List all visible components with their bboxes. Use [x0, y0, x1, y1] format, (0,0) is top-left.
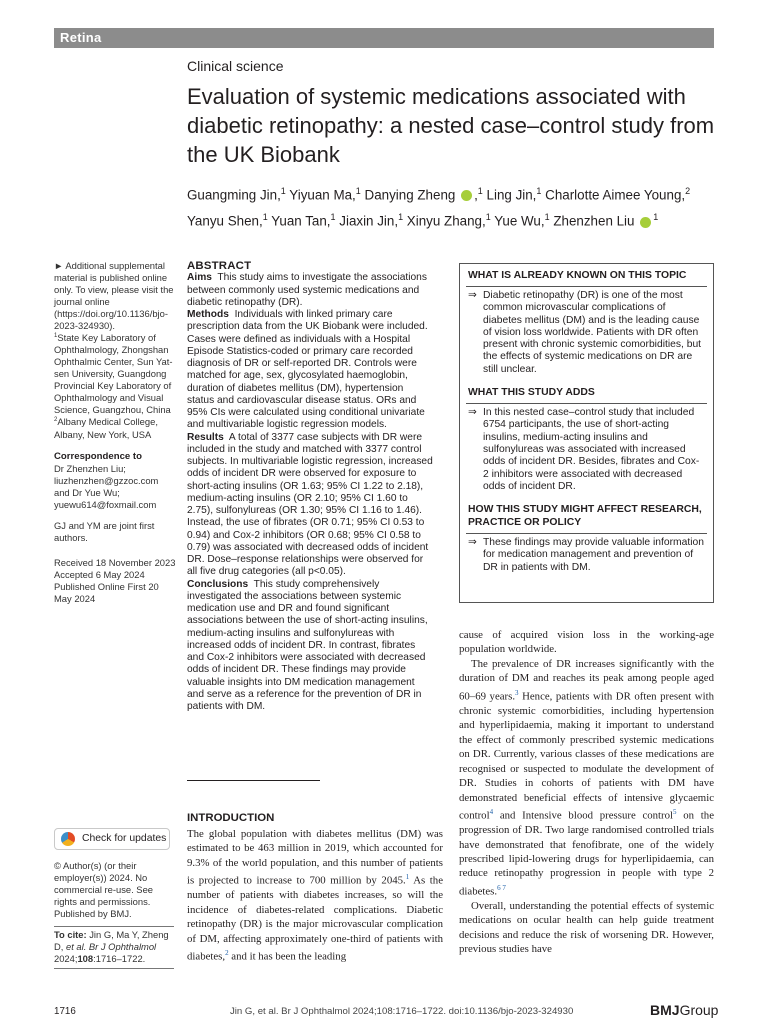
author-affiliation: 1: [544, 212, 550, 223]
author-name[interactable]: Yuan Tan,: [267, 213, 331, 229]
abstract-aims: [187, 272, 433, 309]
known-heading: WHAT IS ALREADY KNOWN ON THIS TOPIC: [468, 270, 687, 281]
author-name[interactable]: Xinyu Zhang,: [403, 213, 486, 229]
reference-link[interactable]: 2: [225, 949, 229, 958]
author-name[interactable]: Charlotte Aimee Young,: [541, 187, 686, 203]
author-affiliation: 1: [398, 212, 404, 223]
to-cite-heading: To cite:: [54, 929, 87, 940]
known-item: [460, 290, 713, 376]
author-list: [187, 180, 717, 233]
orcid-icon[interactable]: [461, 190, 472, 201]
intro-paragraph-2: [459, 657, 714, 899]
author-name[interactable]: Yanyu Shen,: [187, 213, 263, 229]
aims-label: Aims: [187, 272, 212, 284]
received-date: Received 18 November 2023: [54, 557, 176, 568]
affect-heading: HOW THIS STUDY MIGHT AFFECT RESEARCH, PRACTICE OR POLICY: [468, 504, 702, 529]
intro-p2-text: Hence, patients with DR often present with chronic systemic comorbidities, including hypertension and hyperlipidaemia, making it important to understand the effect of commonly prescribed systemic medications on DR. Currently, various classes of these medications are recognised or suspected to modulate the development of DR. Studies in cohorts of patients with DM have demonstrated beneficial effects of intensive glycaemic control: [459, 690, 715, 822]
accepted-date: Accepted 6 May 2024: [54, 568, 145, 580]
reference-link[interactable]: 1: [405, 873, 410, 882]
author-affiliation: 1: [653, 212, 659, 223]
arrow-icon: ⇒: [468, 407, 477, 419]
methods-text: Individuals with linked primary care prescription data from the UK Biobank were included. Cases were defined as individuals with a Hospital Episode Statistics-coded or primary care recorded diagnosis of DR or self-reported DR. Controls were matched for age, sex, glycosylated haemoglobin, duration of diabetes mellitus (DM), hypertension status and cardiovascular disease status. ORs and 95% CIs were calculated using conditional univariate and multivariable logistic regression models.: [187, 309, 428, 431]
correspondence: [54, 451, 176, 511]
author-affiliation: 1: [262, 212, 268, 223]
adds-heading: WHAT THIS STUDY ADDS: [468, 387, 595, 399]
author-affiliation: 1: [355, 186, 361, 196]
to-cite-authors: Jin G, Ma Y, Zheng D,: [54, 929, 169, 952]
to-cite-box: [54, 926, 174, 969]
affiliation-2: Albany Medical College, Albany, New York, USA: [54, 416, 158, 440]
author-affiliation: 1: [330, 212, 336, 223]
dates: [54, 557, 176, 605]
conclusions-label: Conclusions: [187, 578, 249, 590]
introduction-right-column: [459, 628, 714, 957]
joint-authors-note: GJ and YM are joint first authors.: [54, 520, 155, 543]
aims-text: This study aims to investigate the associations between commonly used systemic medications and diabetic retinopathy (DR).: [187, 272, 427, 308]
author-affiliation: 1: [485, 212, 491, 223]
abstract-conclusions: [187, 579, 433, 714]
author-separator: ,: [474, 187, 478, 203]
article-title: Evaluation of systemic medications associated with diabetic retinopathy: a nested case–control study from the UK Biobank: [187, 84, 715, 167]
abstract-heading: ABSTRACT: [187, 260, 252, 272]
orcid-icon[interactable]: [640, 217, 651, 228]
conclusions-text: This study comprehensively investigated the associations between systemic medication use and DR and found significant associations between the use of short-acting insulins, medium-acting insulins and sulfonylureas with increased odds of incident DR. In contrast, fibrates and Cox-2 inhibitors were associated with decreased odds of incident DR. These findings may provide valuable insights into DM medication management and serve as a reference for the prevention of DR in patients with DM.: [187, 578, 428, 712]
summary-box: [459, 263, 714, 603]
abstract-results: [187, 432, 433, 579]
section-header-bar: [54, 28, 714, 48]
author-line-2: [187, 206, 717, 232]
abstract-methods: [187, 309, 433, 432]
intro-p2-text: and Intensive blood pressure control: [493, 809, 674, 822]
intro-paragraph-1-end: and it has been the leading: [228, 950, 347, 963]
logo-group: Group: [679, 1002, 719, 1018]
methods-label: Methods: [187, 309, 229, 320]
affiliation-1: State Key Laboratory of Ophthalmology, Zhongshan Ophthalmic Center, Sun Yat-sen University, Guangdong Provincial Key Laboratory of Ophthalmology and Visual Science, Guangzhou, China: [54, 332, 173, 415]
affiliation-number: 1: [54, 333, 58, 339]
known-text: Diabetic retinopathy (DR) is one of the most common microvascular complications of diabetes mellitus (DM) and is the leading cause of vision loss worldwide. Patients with DR often present with chronic systemic comorbidities, but the effects of systemic medications on DR are still unclear.: [483, 290, 702, 375]
affect-text: These findings may provide valuable information for medication management and prevention of DR in patients with DM.: [483, 537, 704, 573]
to-cite-year: 2024;: [54, 952, 78, 964]
abstract-divider: [187, 780, 320, 781]
author-name[interactable]: Ling Jin,: [482, 187, 537, 203]
abstract: [187, 260, 433, 713]
author-affiliation: 2: [685, 186, 691, 196]
intro-paragraph-1: The global population with diabetes mellitus (DM) was estimated to be 463 million in 2019, which accounted for 9.3% of the world population, and this number of patients is projected to increase to 700 million by 2045.: [187, 828, 443, 887]
page-number: 1716: [54, 1006, 76, 1017]
reference-link[interactable]: 6 7: [497, 883, 506, 892]
bmj-group-logo: [650, 1002, 718, 1018]
check-for-updates-label: Check for updates: [82, 833, 167, 844]
author-affiliation: 1: [477, 186, 483, 196]
author-name[interactable]: Yiyuan Ma,: [285, 187, 356, 203]
intro-p2-text: The prevalence of DR increases significantly with the duration of DM and reaches its peak among people aged 60–69 years.: [459, 657, 714, 703]
results-text: A total of 3377 case subjects with DR were included in the study and matched with 3377 control subjects. In multivariable logistic regression, increased odds of incident DR were observed for exposure to short-acting insulins (OR 1.63; 95% CI 1.22 to 2.18), medium-acting insulins (OR 2.10; 95% CI 1.60 to 2.75), sulfonylureas (OR 1.30; 95% CI 1.16 to 1.46). Instead, the use of fibrates (OR 0.71; 95% CI 0.53 to 0.94) and Cox-2 inhibitors (OR 0.68; 95% CI 0.58 to 0.79) was associated with decreased odds of incident DR. Dose–response relationships were observed for all five drug categories (all p<0.05).: [187, 431, 433, 578]
box-divider: [466, 286, 707, 287]
intro-paragraph-1-tail: cause of acquired vision loss in the working-age population worldwide.: [459, 629, 714, 656]
box-divider: [466, 533, 707, 534]
adds-item: [460, 407, 713, 493]
author-affiliation: 1: [280, 186, 286, 196]
author-name[interactable]: Zhenzhen Liu: [549, 213, 639, 229]
author-name[interactable]: Yue Wu,: [490, 213, 545, 229]
adds-text: In this nested case–control study that included 6754 participants, the use of short-acting insulins, medium-acting insulins and sulfonylureas was associated with increased odds of incident DR. Besides, fibrates and Cox-2 inhibitors were associated with decreased odds of incident DR.: [483, 407, 700, 492]
correspondence-heading: Correspondence to: [54, 451, 142, 462]
to-cite-pages: :1716–1722.: [93, 952, 146, 964]
affect-item: [460, 537, 713, 574]
author-name[interactable]: Guangming Jin,: [187, 187, 281, 203]
results-label: Results: [187, 431, 224, 443]
supplemental-note[interactable]: ► Additional supplemental material is published online only. To view, please visit the journal online (https://doi.org/10.1136/bjo-2023-324930).: [54, 260, 174, 331]
intro-p2-text: on the progression of DR. Two large randomised controlled trials have demonstrated that fenofibrate, one of the widely prescribed lipid-lowering drugs for hyperlipidaemia, can reduce retinopathy progression in people with type 2 diabetes.: [459, 809, 714, 898]
footer-citation[interactable]: Jin G, et al. Br J Ophthalmol 2024;108:1716–1722. doi:10.1136/bjo-2023-324930: [230, 1006, 574, 1017]
reference-link[interactable]: 5: [673, 808, 677, 817]
check-for-updates-button[interactable]: [54, 828, 170, 850]
intro-paragraph-3: Overall, understanding the potential effects of systemic medications on ocular health can help guide treatment decisions and reduce the risk of worsening DR. However, previous studies have: [459, 899, 714, 956]
introduction-left-column: [187, 827, 443, 964]
intro-paragraph-1-cont: As the number of patients with diabetes increases, so will the incidence of diabetes-related complications. Diabetic retinopathy (DR) is the major microvascular complication of DM, affecting approximately one-third of patients with diabetes,: [187, 874, 443, 963]
introduction-heading: INTRODUCTION: [187, 812, 275, 824]
to-cite-volume: 108: [77, 952, 94, 964]
reference-link[interactable]: 4: [489, 808, 494, 817]
crossmark-icon: [61, 832, 75, 846]
author-name[interactable]: Jiaxin Jin,: [335, 213, 399, 229]
author-name[interactable]: Danying Zheng: [360, 187, 460, 203]
to-cite-journal: et al. Br J Ophthalmol: [65, 940, 157, 952]
section-label: Retina: [60, 30, 102, 45]
affiliation-number: 2: [54, 417, 58, 424]
affiliations: [54, 331, 176, 440]
reference-link[interactable]: 3: [515, 688, 519, 697]
logo-bmj: BMJ: [650, 1002, 680, 1018]
arrow-icon: ⇒: [468, 290, 477, 301]
author-line-1: [187, 180, 717, 206]
correspondence-body[interactable]: Dr Zhenzhen Liu; liuzhenzhen@gzzoc.com and Dr Yue Wu; yuewu614@foxmail.com: [54, 462, 159, 510]
box-divider: [466, 403, 707, 404]
arrow-icon: ⇒: [468, 537, 477, 549]
copyright-note: © Author(s) (or their employer(s)) 2024. No commercial re-use. See rights and permissions. Published by BMJ.: [54, 860, 153, 919]
article-category: Clinical science: [187, 58, 284, 74]
author-affiliation: 1: [536, 186, 542, 196]
published-date: Published Online First 20 May 2024: [54, 580, 159, 604]
